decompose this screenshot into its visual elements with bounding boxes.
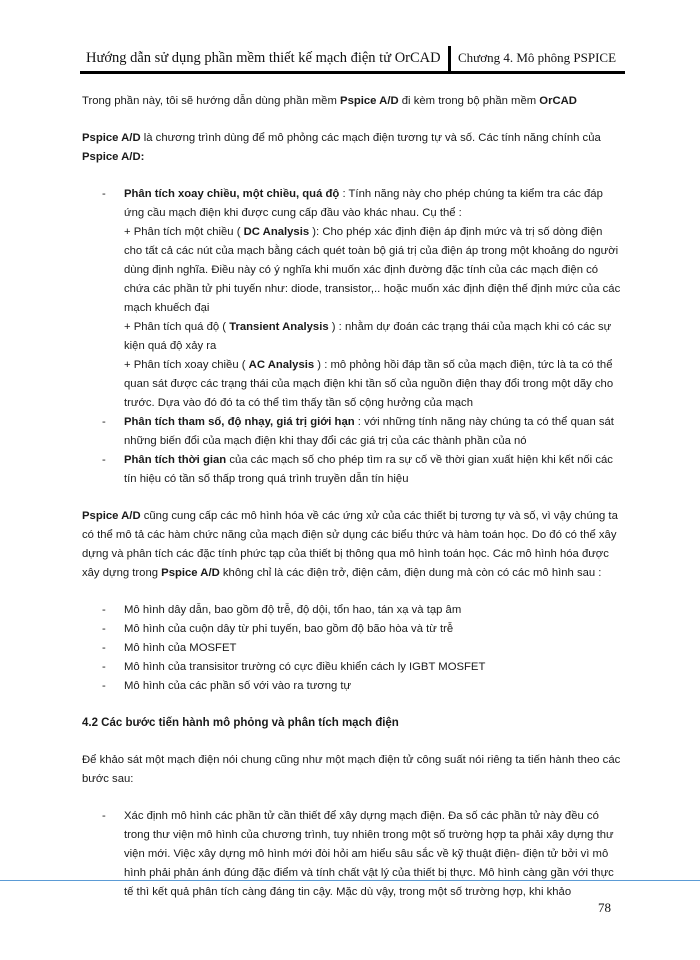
step-item: - Xác định mô hình các phần tử cần thiết để xây dựng mạch điện. Đa số các phần tử này đều có trong thư viện mô hình của chương trình, tuy nhiên trong một số trường hợp ta phải xây dựng thư viện mới. Việc xây dựng mô hình mới đòi hỏi am hiểu sâu sắc về kỹ thuật điện- điện tử bởi vì mô hình phải phản ánh đúng đặc điểm và tính chất vật lý của thiết bị thực. Mô hình càng gần với thực tế thì kết quả phân tích càng đáng tin cậy. Mặc dù vậy, trong một số trường hợp, khi khảo [82,807,622,902]
page-number: 78 [598,900,611,915]
steps-list [82,807,622,902]
header-separator [448,46,451,72]
ac-text: ) : mô phỏng hồi đáp tần số của mạch điện, tức là ta có thể quan sát được các trạng thái của mạch điện khi tần số của nguồn điện thay đổi trong một dãy cho trước. Dựa vào đó đó ta có thể tìm thấy tần số cộng hưởng của mạch [124,359,614,409]
dc-bold: DC Analysis [243,226,310,238]
pspice-text: là chương trình dùng để mô phỏng các mạch điện tương tự và số. Các tính năng chính của [140,132,601,144]
intro-bold-pspice: Pspice A/D [340,95,399,107]
feature-text: : với những tính năng này chúng ta có thể quan sát những biến đổi của mạch điện khi thay đổi các giá trị của các thành phần của nó [124,416,614,447]
ac-bold: AC Analysis [248,359,315,371]
tr-text: ) : nhằm dự đoán các trạng thái của mạch khi có các sự kiện quá độ xảy ra [124,321,612,352]
intro-paragraph [82,92,622,111]
feature-text: : Tính năng này cho phép chúng ta kiểm tra các đáp ứng cầu mạch điện khi được cung cấp đầu vào khác nhau. Cụ thể : [124,188,603,219]
pspice-intro-paragraph [82,129,622,167]
model-list [82,601,622,696]
intro-text-2: đi kèm trong bộ phần mềm [398,95,540,107]
list-item: - Mô hình của cuộn dây từ phi tuyến, bao gồm độ bão hòa và từ trễ [82,620,622,639]
models-text: cũng cung cấp các mô hình hóa về các ứng xử của các thiết bị tương tự và số, vì vậy chúng ta có thể mô tả các hàm chức năng của mạch điện sử dụng các biểu thức và hàm toán học. Do đó có thể xây dựng và phân tích các đặc tính phức tạp của thiết bị thông qua mô hình toán học. Các mô hình hóa được xây dựng trong [82,510,618,579]
feature-item-analysis [82,185,622,413]
list-item: - Mô hình của các phần số với vào ra tương tự [82,677,622,696]
dc-prefix: + Phân tích một chiều ( [124,226,244,238]
running-header [80,40,625,70]
transient-analysis-item [124,318,622,356]
feature-item-parametric [82,413,622,451]
tr-prefix: + Phân tích quá độ ( [124,321,230,333]
list-item: - Mô hình dây dẫn, bao gồm độ trễ, độ dội, tổn hao, tán xạ và tạp âm [82,601,622,620]
feature-text: của các mạch số cho phép tìm ra sự cố về thời gian xuất hiện khi kết nối các tín hiệu có tần số thấp trong quá trình truyền dẫn tín hiệu [124,454,613,485]
section-heading: 4.2 Các bước tiến hành mô phỏng và phân tích mạch điện [82,717,399,729]
feature-item-timing [82,451,622,489]
models-text-2: không chỉ là các điện trở, điện cảm, điện dung mà còn có các mô hình sau : [219,567,602,579]
tr-bold: Transient Analysis [229,321,329,333]
feature-title: Phân tích xoay chiều, một chiều, quá độ [124,188,340,200]
page-body [82,92,622,920]
dc-text: ): Cho phép xác định điện áp định mức và trị số dòng điện cho tất cả các nút của mạch bằng cách quét toàn bộ giá trị của điện áp trong một khoảng do người dùng định nghĩa. Điều này có ý nghĩa khi muốn xác định đường đặc tính của các mạch điện có chứa các phần tử phi tuyến như: diode, transistor,.. hoặc muốn xác định điện thế định mức của các mạch khuếch đại [124,226,621,314]
footer-rule [0,880,700,881]
list-item: - Mô hình của transisitor trường có cực điều khiển cách ly IGBT MOSFET [82,658,622,677]
ac-analysis-item [124,356,622,413]
models-paragraph [82,507,622,583]
pspice-bold: Pspice A/D [82,132,141,144]
intro-bold-orcad: OrCAD [539,95,577,107]
header-chapter-title: Chương 4. Mô phông PSPICE [458,50,617,65]
models-bold: Pspice A/D [82,510,141,522]
ac-prefix: + Phân tích xoay chiều ( [124,359,249,371]
intro-text: Trong phần này, tôi sẽ hướng dẫn dùng phần mềm [82,95,341,107]
header-book-title: Hướng dẫn sử dụng phần mềm thiết kế mạch điện tử OrCAD [86,50,441,66]
feature-list [82,185,622,489]
dc-analysis-item [124,223,622,318]
feature-title: Phân tích tham số, độ nhạy, giá trị giới hạn [124,416,355,428]
models-bold-2: Pspice A/D [161,567,220,579]
section-intro: Để khảo sát một mạch điện nói chung cũng như một mạch điện tử công suất nói riêng ta tiến hành theo các bước sau: [82,754,621,785]
list-item: - Mô hình của MOSFET [82,639,622,658]
feature-title: Phân tích thời gian [124,454,227,466]
pspice-bold-2: Pspice A/D: [82,151,145,163]
header-rule [80,71,625,74]
